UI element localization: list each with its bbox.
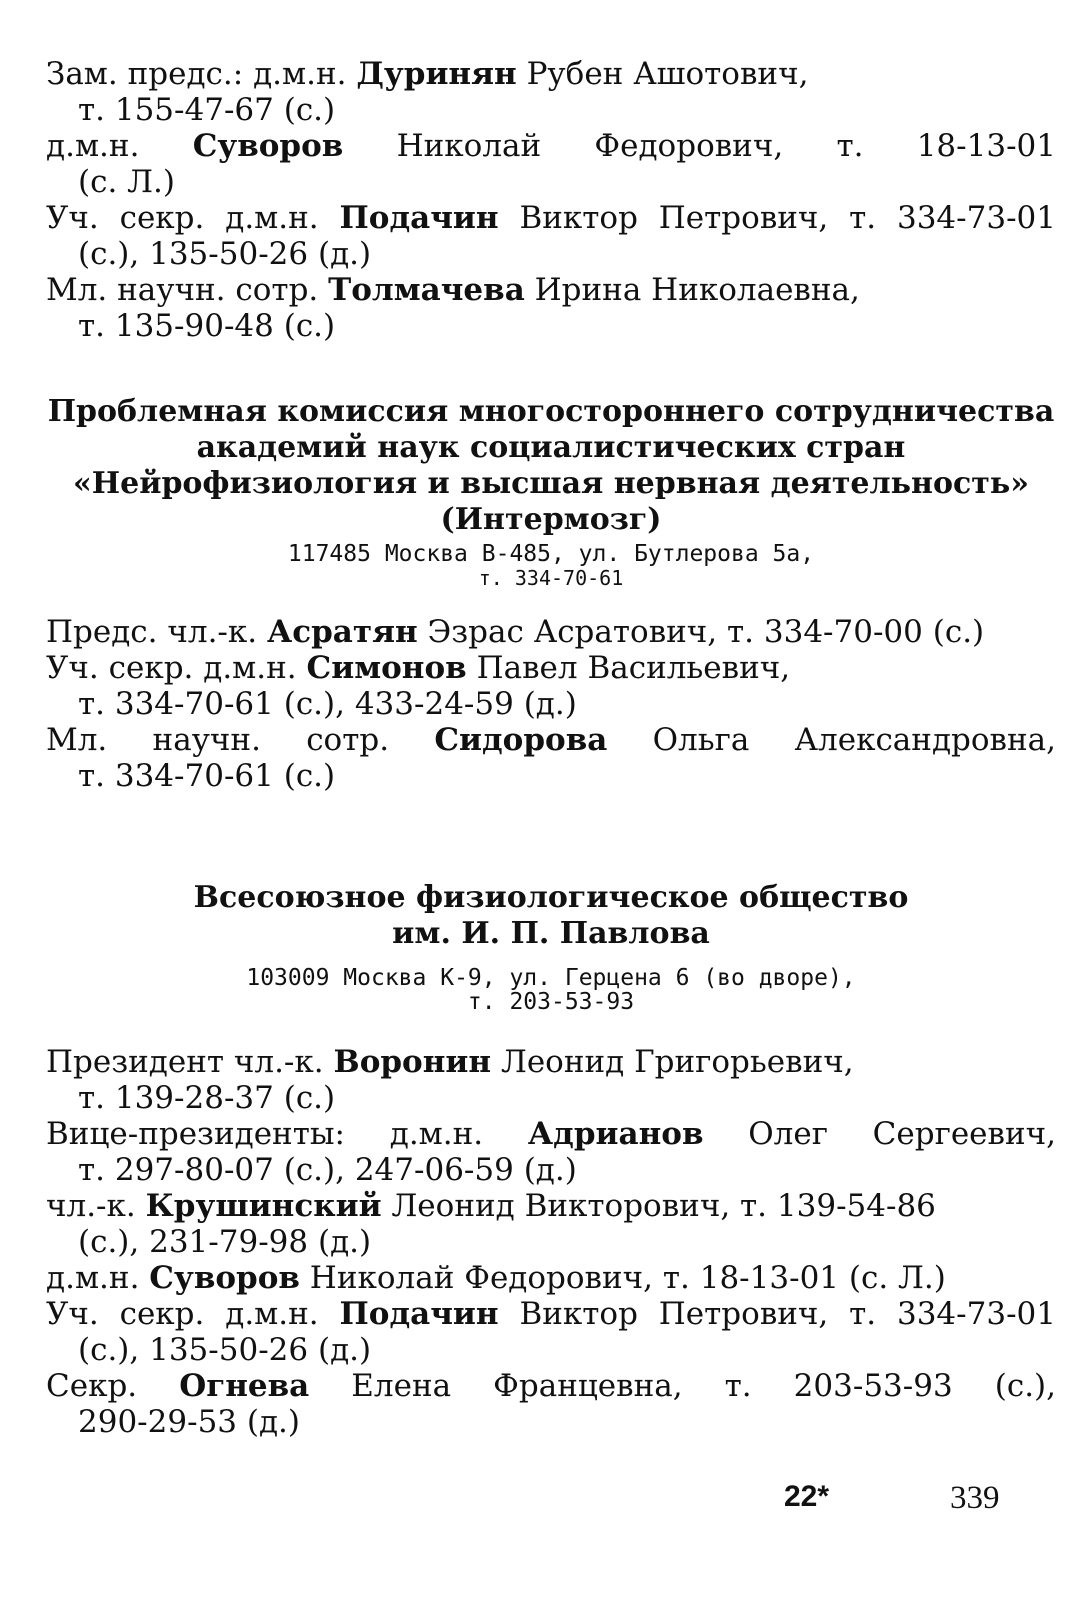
entry-adrianov: Вице-президенты: д.м.н. Адрианов Олег Сергеевич, т. 297-80-07 (с.), 247-06-59 (д.)	[46, 1116, 1056, 1188]
entry-tolmacheva: Мл. научн. сотр. Толмачева Ирина Николаевна, т. 135-90-48 (с.)	[46, 272, 860, 344]
section-heading-intermozg	[46, 394, 1056, 590]
committee-members-list	[46, 56, 1056, 344]
entry-asratyan: Предс. чл.-к. Асратян Эзрас Асратович, т. 334-70-00 (с.)	[46, 614, 985, 650]
signature-mark: 22*	[784, 1480, 830, 1513]
person-name: Подачин	[339, 200, 499, 236]
section-phone: т. 334-70-61	[478, 566, 624, 590]
entry-sidorova: Мл. научн. сотр. Сидорова Ольга Александровна, т. 334-70-61 (с.)	[46, 722, 1057, 794]
entry-suvorov-2: д.м.н. Суворов Николай Федорович, т. 18-13-01 (с. Л.)	[46, 1260, 946, 1296]
person-name: Огнева	[179, 1368, 310, 1404]
person-name: Сидорова	[434, 722, 608, 758]
section-address: 117485 Москва В-485, ул. Бутлерова 5а,	[287, 541, 815, 567]
person-name: Подачин	[339, 1296, 499, 1332]
person-name: Адрианов	[527, 1116, 704, 1152]
section-heading-pavlov-society	[46, 880, 1056, 1014]
section-title-line: «Нейрофизиология и высшая нервная деятельность»	[73, 466, 1029, 501]
page-number: 339	[950, 1480, 1000, 1516]
entry-ogneva: Секр. Огнева Елена Францевна, т. 203-53-93 (с.), 290-29-53 (д.)	[46, 1368, 1056, 1440]
section-title-line: им. И. П. Павлова	[392, 916, 710, 951]
person-name: Крушинский	[145, 1188, 382, 1224]
person-name: Толмачева	[328, 272, 525, 308]
section-phone: т. 203-53-93	[467, 989, 635, 1015]
entry-podachin-2: Уч. секр. д.м.н. Подачин Виктор Петрович, т. 334-73-01 (с.), 135-50-26 (д.)	[46, 1296, 1056, 1368]
entry-podachin: Уч. секр. д.м.н. Подачин Виктор Петрович, т. 334-73-01 (с.), 135-50-26 (д.)	[46, 200, 1056, 272]
section-title-line: академий наук социалистических стран	[196, 430, 906, 465]
section-title-line: (Интермозг)	[440, 502, 662, 537]
intermozg-members-list	[46, 614, 1056, 794]
person-name: Симонов	[306, 650, 467, 686]
section-address: 103009 Москва К-9, ул. Герцена 6 (во дворе),	[246, 965, 856, 991]
page-footer	[0, 1480, 1092, 1520]
entry-simonov: Уч. секр. д.м.н. Симонов Павел Васильевич, т. 334-70-61 (с.), 433-24-59 (д.)	[46, 650, 791, 722]
person-name: Асратян	[267, 614, 418, 650]
entry-suvorov: д.м.н. Суворов Николай Федорович, т. 18-13-01 (с. Л.)	[46, 128, 1056, 200]
person-name: Дуринян	[356, 56, 517, 92]
pavlov-society-members-list	[46, 1044, 1056, 1440]
entry-krushinsky: чл.-к. Крушинский Леонид Викторович, т. 139-54-86 (с.), 231-79-98 (д.)	[46, 1188, 936, 1260]
section-title-line: Проблемная комиссия многостороннего сотрудничества	[47, 394, 1055, 429]
entry-durinyan: Зам. предс.: д.м.н. Дуринян Рубен Ашотович, т. 155-47-67 (с.)	[46, 56, 809, 128]
entry-voronin: Президент чл.-к. Воронин Леонид Григорьевич, т. 139-28-37 (с.)	[46, 1044, 854, 1116]
person-name: Суворов	[192, 128, 344, 164]
person-name: Воронин	[333, 1044, 492, 1080]
section-title-line: Всесоюзное физиологическое общество	[193, 880, 909, 915]
person-name: Суворов	[149, 1260, 300, 1296]
